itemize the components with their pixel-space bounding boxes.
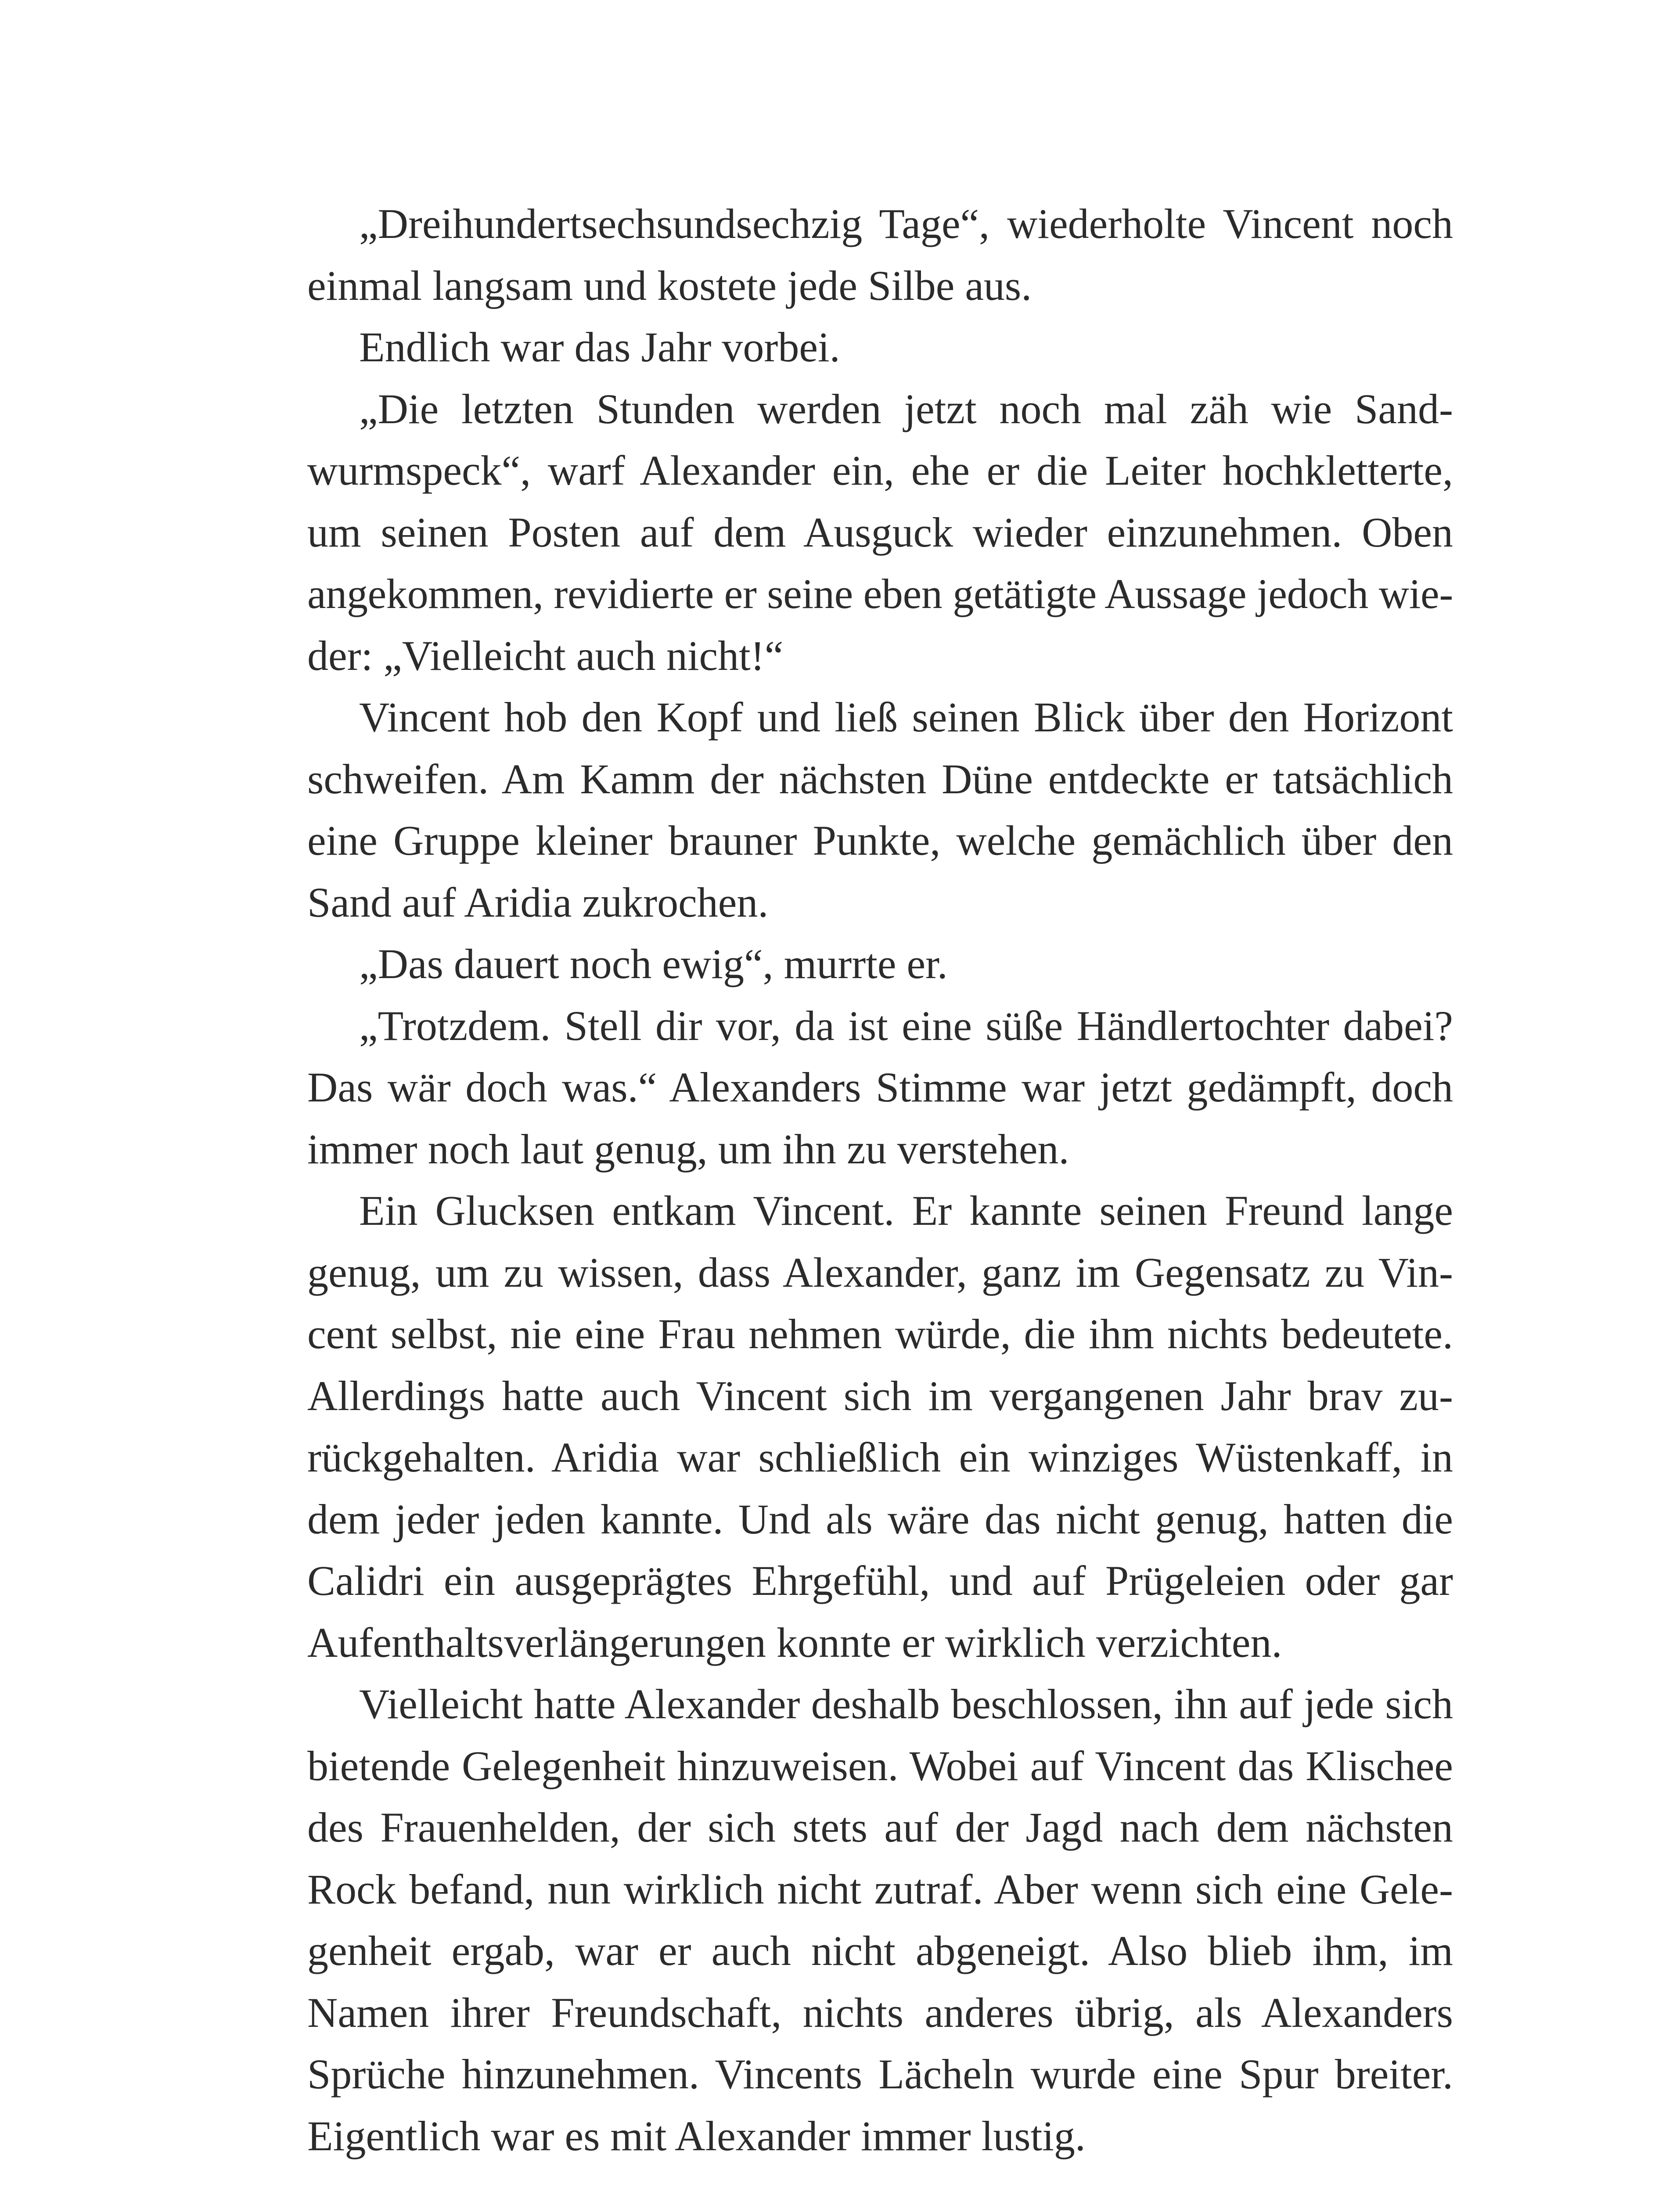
text-line: Allerdings hatte auch Vincent sich im vergangenen Jahr brav zu- [307,1372,1453,1419]
text-line: cent selbst, nie eine Frau nehmen würde, die ihm nichts bedeutete. [307,1310,1453,1357]
text-line: rückgehalten. Aridia war schließlich ein winziges Wüstenkaff, in [307,1434,1453,1481]
text-line: „Trotzdem. Stell dir vor, da ist eine süße Händlertochter dabei? [359,1002,1453,1049]
text-line: der: „Vielleicht auch nicht!“ [307,632,784,679]
text-line: Vielleicht hatte Alexander deshalb beschlossen, ihn auf jede sich [359,1680,1453,1727]
text-line: Endlich war das Jahr vorbei. [359,324,840,371]
text-line: Eigentlich war es mit Alexander immer lustig. [307,2112,1086,2159]
text-line: schweifen. Am Kamm der nächsten Düne entdeckte er tatsächlich [307,755,1453,802]
text-line: genheit ergab, war er auch nicht abgeneigt. Also blieb ihm, im [307,1927,1453,1974]
text-line: Rock befand, nun wirklich nicht zutraf. Aber wenn sich eine Gele- [307,1865,1453,1913]
body-text [307,193,1453,2167]
text-line: Vincent hob den Kopf und ließ seinen Blick über den Horizont [359,694,1453,741]
text-line: immer noch laut genug, um ihn zu verstehen. [307,1125,1069,1173]
text-line: eine Gruppe kleiner brauner Punkte, welche gemächlich über den [307,817,1453,864]
text-line: Aufenthaltsverlängerungen konnte er wirklich verzichten. [307,1619,1282,1666]
text-line: um seinen Posten auf dem Ausguck wieder einzunehmen. Oben [307,508,1453,556]
text-line: Namen ihrer Freundschaft, nichts anderes übrig, als Alexanders [307,1989,1453,2036]
text-line: wurmspeck“, warf Alexander ein, ehe er die Leiter hochkletterte, [307,447,1453,494]
text-line: einmal langsam und kostete jede Silbe aus. [307,262,1032,309]
text-line: Sand auf Aridia zukrochen. [307,878,769,926]
text-line: angekommen, revidierte er seine eben getätigte Aussage jedoch wie- [307,570,1453,617]
text-line: des Frauenhelden, der sich stets auf der Jagd nach dem nächsten [307,1804,1453,1851]
text-line: bietende Gelegenheit hinzuweisen. Wobei auf Vincent das Klischee [307,1742,1453,1789]
text-line: „Dreihundertsechsundsechzig Tage“, wiederholte Vincent noch [359,200,1453,247]
text-line: „Die letzten Stunden werden jetzt noch mal zäh wie Sand- [359,385,1453,432]
text-line: Ein Glucksen entkam Vincent. Er kannte seinen Freund lange [359,1187,1453,1234]
text-line: „Das dauert noch ewig“, murrte er. [359,940,948,987]
text-line: dem jeder jeden kannte. Und als wäre das nicht genug, hatten die [307,1495,1453,1543]
text-line: Das wär doch was.“ Alexanders Stimme war jetzt gedämpft, doch [307,1064,1453,1111]
text-line: genug, um zu wissen, dass Alexander, ganz im Gegensatz zu Vin- [307,1249,1453,1296]
text-line: Calidri ein ausgeprägtes Ehrgefühl, und auf Prügeleien oder gar [307,1557,1453,1604]
text-line: Sprüche hinzunehmen. Vincents Lächeln wurde eine Spur breiter. [307,2051,1453,2098]
